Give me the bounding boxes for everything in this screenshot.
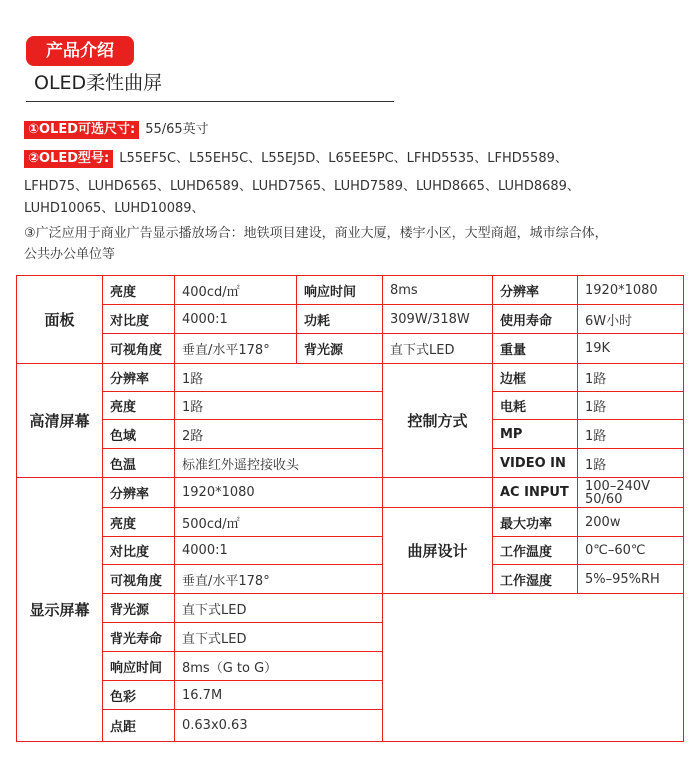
cell-label: 对比度 bbox=[103, 537, 175, 565]
cell-label: 最大功率 bbox=[493, 508, 578, 537]
cell-value: 4000:1 bbox=[175, 537, 383, 565]
model-tag: ②OLED型号: bbox=[24, 150, 113, 168]
ac-value-line-1: 100–240V bbox=[585, 478, 651, 494]
group-curve-design: 曲屏设计 bbox=[383, 508, 493, 594]
usage-line-2: 公共办公单位等 bbox=[24, 247, 116, 262]
cell-label: AC INPUT bbox=[493, 478, 578, 508]
table-row bbox=[17, 334, 684, 364]
cell-label: 亮度 bbox=[103, 508, 175, 537]
table-row bbox=[17, 537, 684, 565]
cell-value: 400cd/㎡ bbox=[175, 276, 297, 305]
ac-value-line-2: 50/60 bbox=[585, 491, 623, 507]
group-hd-screen: 高清屏幕 bbox=[17, 364, 103, 478]
cell-label: 可视角度 bbox=[103, 565, 175, 594]
cell-label: MP bbox=[493, 420, 578, 449]
cell-label: 功耗 bbox=[297, 305, 383, 334]
model-line-2: LFHD75、LUHD6565、LUHD6589、LUHD7565、LUHD7589、LUHD8665、LUHD8689、 bbox=[24, 179, 580, 194]
cell-value: 1路 bbox=[578, 392, 684, 420]
cell-label: 响应时间 bbox=[103, 652, 175, 681]
spec-table bbox=[16, 275, 684, 742]
blank-area bbox=[383, 594, 684, 742]
cell-value: 垂直/水平178° bbox=[175, 334, 297, 364]
cell-value: 200w bbox=[578, 508, 684, 537]
blank-cell bbox=[383, 478, 493, 508]
cell-value: 1920*1080 bbox=[175, 478, 383, 508]
cell-value: 1路 bbox=[175, 392, 383, 420]
table-row bbox=[17, 508, 684, 537]
cell-value: 垂直/水平178° bbox=[175, 565, 383, 594]
table-row bbox=[17, 594, 684, 623]
group-panel: 面板 bbox=[17, 276, 103, 364]
table-row bbox=[17, 420, 684, 449]
table-row bbox=[17, 392, 684, 420]
cell-label: 重量 bbox=[493, 334, 578, 364]
cell-label: VIDEO IN bbox=[493, 449, 578, 478]
table-row bbox=[17, 305, 684, 334]
cell-value: 标准红外遥控接收头 bbox=[175, 449, 383, 478]
cell-label: 工作温度 bbox=[493, 537, 578, 565]
cell-label: 色域 bbox=[103, 420, 175, 449]
cell-label: 色温 bbox=[103, 449, 175, 478]
usage-line-1: ③广泛应用于商业广告显示播放场合：地铁项目建设，商业大厦，楼宇小区，大型商超，城市综合体， bbox=[24, 226, 608, 241]
table-row bbox=[17, 276, 684, 305]
cell-label: 使用寿命 bbox=[493, 305, 578, 334]
cell-value: 5%–95%RH bbox=[578, 565, 684, 594]
cell-value: 6W小时 bbox=[578, 305, 684, 334]
size-tag: ①OLED可选尺寸: bbox=[24, 121, 139, 139]
cell-label: 分辨率 bbox=[103, 478, 175, 508]
cell-value bbox=[578, 478, 684, 508]
cell-label: 背光寿命 bbox=[103, 623, 175, 652]
model-line-3: LUHD10065、LUHD10089、 bbox=[24, 201, 205, 216]
cell-label: 电耗 bbox=[493, 392, 578, 420]
cell-value: 直下式LED bbox=[175, 594, 383, 623]
cell-label: 色彩 bbox=[103, 681, 175, 710]
section-badge: 产品介绍 bbox=[26, 36, 134, 66]
cell-value: 直下式LED bbox=[175, 623, 383, 652]
group-display-screen: 显示屏幕 bbox=[17, 478, 103, 742]
cell-value: 309W/318W bbox=[383, 305, 493, 334]
page-title: OLED柔性曲屏 bbox=[34, 72, 163, 94]
cell-value: 19K bbox=[578, 334, 684, 364]
cell-value: 0℃–60℃ bbox=[578, 537, 684, 565]
size-value: 55/65英寸 bbox=[145, 122, 209, 137]
cell-label: 亮度 bbox=[103, 276, 175, 305]
cell-value: 500cd/㎡ bbox=[175, 508, 383, 537]
cell-label: 响应时间 bbox=[297, 276, 383, 305]
cell-label: 边框 bbox=[493, 364, 578, 392]
cell-value: 8ms bbox=[383, 276, 493, 305]
cell-label: 工作湿度 bbox=[493, 565, 578, 594]
cell-value: 1路 bbox=[175, 364, 383, 392]
cell-value: 1路 bbox=[578, 449, 684, 478]
cell-label: 对比度 bbox=[103, 305, 175, 334]
cell-value: 4000:1 bbox=[175, 305, 297, 334]
cell-value: 2路 bbox=[175, 420, 383, 449]
cell-label: 分辨率 bbox=[103, 364, 175, 392]
table-row bbox=[17, 364, 684, 392]
size-row bbox=[24, 121, 209, 139]
table-row bbox=[17, 565, 684, 594]
cell-label: 亮度 bbox=[103, 392, 175, 420]
cell-label: 可视角度 bbox=[103, 334, 175, 364]
model-row bbox=[24, 150, 568, 168]
cell-value: 直下式LED bbox=[383, 334, 493, 364]
cell-label: 分辨率 bbox=[493, 276, 578, 305]
table-row bbox=[17, 449, 684, 478]
cell-label: 背光源 bbox=[103, 594, 175, 623]
cell-value: 1路 bbox=[578, 364, 684, 392]
cell-value: 0.63x0.63 bbox=[175, 710, 383, 742]
cell-label: 点距 bbox=[103, 710, 175, 742]
cell-value: 16.7M bbox=[175, 681, 383, 710]
cell-value: 1路 bbox=[578, 420, 684, 449]
group-control: 控制方式 bbox=[383, 364, 493, 478]
title-divider bbox=[26, 101, 394, 102]
cell-value: 1920*1080 bbox=[578, 276, 684, 305]
table-row bbox=[17, 478, 684, 508]
cell-label: 背光源 bbox=[297, 334, 383, 364]
cell-value: 8ms（G to G） bbox=[175, 652, 383, 681]
model-line-1: L55EF5C、L55EH5C、L55EJ5D、L65EE5PC、LFHD5535、LFHD5589、 bbox=[119, 151, 568, 166]
